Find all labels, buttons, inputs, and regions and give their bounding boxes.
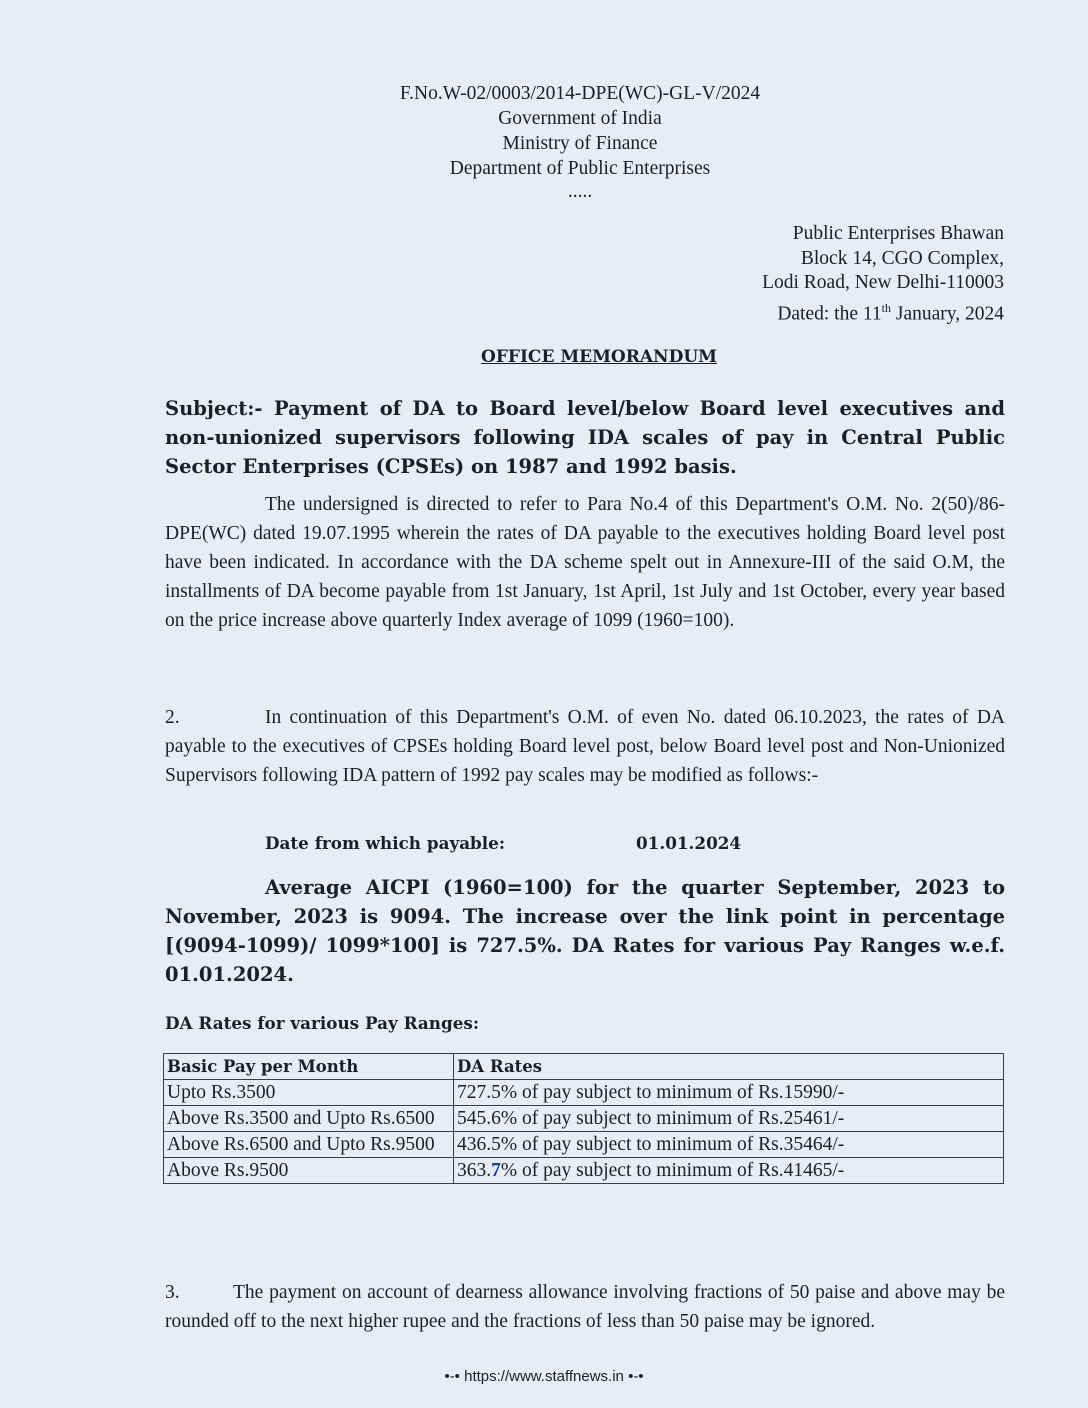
paragraph-3 (165, 1279, 1005, 1337)
da-rate (454, 1158, 1004, 1184)
paragraph-number: 3. (165, 1282, 180, 1303)
subject: Subject:- Payment of DA to Board level/below Board level executives and non-unionized supervisors following IDA scales of pay in Central Public Sector Enterprises (CPSEs) on 1987 and 1992 basis. (165, 397, 1005, 478)
paragraph-number: 2. (165, 707, 180, 728)
aicpi-paragraph: Average AICPI (1960=100) for the quarter September, 2023 to November, 2023 is 9094. The increase over the link point in percentage [(9094-1099)/ 1099*100] is 727.5%. DA Rates for various Pay Ranges w.e.f. 01.01.2024. (165, 876, 1005, 986)
column-header: DA Rates (454, 1054, 1004, 1080)
paragraph-2 (165, 704, 1005, 791)
address-line: Block 14, CGO Complex, (800, 247, 1004, 269)
paragraph-text: The payment on account of dearness allowance involving fractions of 50 paise and above may be rounded off to the next higher rupee and the fractions of less than 50 paise may be ignored. (165, 1282, 1005, 1332)
pay-range: Above Rs.9500 (164, 1158, 454, 1184)
pay-range: Above Rs.6500 and Upto Rs.9500 (164, 1132, 454, 1158)
payable-date: 01.01.2024 (636, 833, 742, 853)
da-rate: 727.5% of pay subject to minimum of Rs.15990/- (454, 1080, 1004, 1106)
department: Department of Public Enterprises (449, 158, 711, 179)
table-row (164, 1132, 1004, 1158)
ministry: Ministry of Finance (502, 133, 658, 154)
da-rate: 545.6% of pay subject to minimum of Rs.25461/- (454, 1106, 1004, 1132)
rate-part: 363. (457, 1160, 492, 1181)
date-sup: th (881, 300, 891, 315)
paragraph-1: The undersigned is directed to refer to Para No.4 of this Department's O.M. No. 2(50)/86-DPE(WC) dated 19.07.1995 wherein the rates of DA payable to the executives holding Board level post have been indicated. In accordance with the DA scheme spelt out in Annexure-III of the said O.M, the installments of DA become payable from 1st January, 1st April, 1st July and 1st October, every year based on the price increase above quarterly Index average of 1099 (1960=100). (165, 494, 1005, 631)
date-prefix: Dated: the 11 (777, 303, 882, 324)
pay-range: Upto Rs.3500 (164, 1080, 454, 1106)
address-line: Lodi Road, New Delhi-110003 (762, 272, 1004, 293)
address-line: Public Enterprises Bhawan (792, 223, 1004, 244)
da-rate: 436.5% of pay subject to minimum of Rs.35464/- (454, 1132, 1004, 1158)
table-heading: DA Rates for various Pay Ranges: (165, 1013, 480, 1033)
date-suffix: January, 2024 (890, 303, 1004, 324)
page-title: OFFICE MEMORANDUM (481, 347, 717, 367)
separator: ..... (567, 181, 593, 202)
government: Government of India (498, 108, 662, 129)
rate-part: % of pay subject to minimum of Rs.41465/- (500, 1160, 845, 1181)
payable-label: Date from which payable: (265, 833, 506, 853)
file-number: F.No.W-02/0003/2014-DPE(WC)-GL-V/2024 (399, 83, 761, 104)
footer-url[interactable]: •-• https://www.staffnews.in •-• (444, 1368, 644, 1385)
da-rates-table (163, 1053, 1004, 1184)
column-header: Basic Pay per Month (164, 1054, 454, 1080)
table-row (164, 1106, 1004, 1132)
pay-range: Above Rs.3500 and Upto Rs.6500 (164, 1106, 454, 1132)
date-line (762, 296, 1004, 327)
address-block (762, 222, 1004, 327)
handwritten-correction: 7 (491, 1160, 501, 1181)
table-row (164, 1080, 1004, 1106)
paragraph-text: In continuation of this Department's O.M. of even No. dated 06.10.2023, the rates of DA payable to the executives of CPSEs holding Board level post, below Board level post and Non-Unionized Supervisors following IDA pattern of 1992 pay scales may be modified as follows:- (165, 707, 1005, 786)
table-row (164, 1158, 1004, 1184)
table-header-row (164, 1054, 1004, 1080)
